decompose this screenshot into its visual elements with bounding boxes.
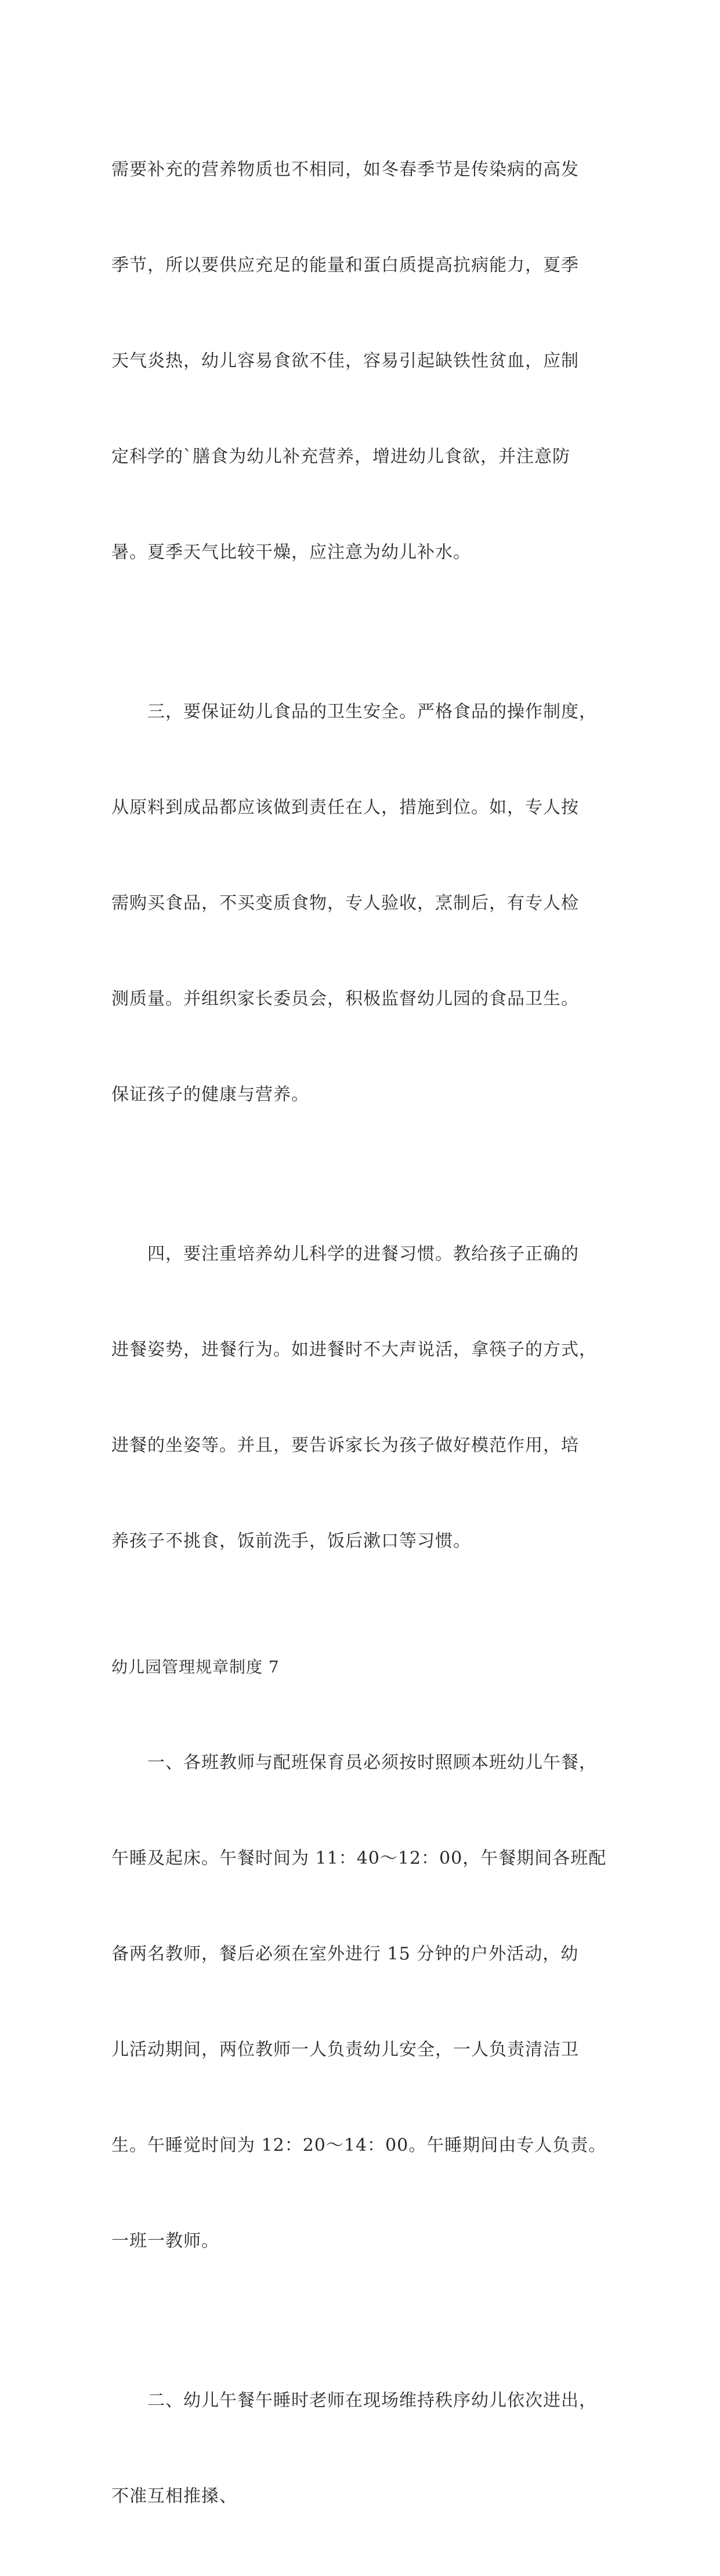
text-line: 进餐姿势，进餐行为。如进餐时不大声说活，拿筷子的方式， xyxy=(111,1340,597,1360)
text-line: 天气炎热，幼儿容易食欲不佳，容易引起缺铁性贫血，应制 xyxy=(111,351,579,371)
text-line: 定科学的`膳食为幼儿补充营养，增进幼儿食欲，并注意防 xyxy=(111,447,570,467)
paragraph xyxy=(111,1683,622,2321)
text-line: 二、幼儿午餐午睡时老师在现场维持秩序幼儿依次进出， xyxy=(147,2390,597,2411)
text-line: 生。午睡觉时间为 12：20～14：00。午睡期间由专人负责。 xyxy=(111,2135,607,2156)
paragraph xyxy=(111,1174,622,1621)
text-line: 暑。夏季天气比较干燥，应注意为幼儿补水。 xyxy=(111,542,471,563)
text-line: 保证孩子的健康与营养。 xyxy=(111,1084,309,1105)
text-line: 需购买食品，不买变质食物，专人验收，烹制后，有专人检 xyxy=(111,893,579,913)
text-line: 一班一教师。 xyxy=(111,2231,219,2251)
document-body xyxy=(111,90,622,2576)
text-line: 测质量。并组织家长委员会，积极监督幼儿园的食品卫生。 xyxy=(111,989,579,1009)
text-line: 养孩子不挑食，饭前洗手，饭后漱口等习惯。 xyxy=(111,1531,471,1551)
paragraph xyxy=(111,2321,622,2576)
text-line: 四，要注重培养幼儿科学的进餐习惯。教给孩子正确的 xyxy=(147,1244,579,1264)
text-line: 备两名教师，餐后必须在室外进行 15 分钟的户外活动，幼 xyxy=(111,1944,579,1964)
text-line: 午睡及起床。午餐时间为 11：40～12：00，午餐期间各班配 xyxy=(111,1848,607,1868)
paragraph xyxy=(111,90,622,632)
text-line: 三，要保证幼儿食品的卫生安全。严格食品的操作制度， xyxy=(147,702,597,722)
text-line: 一、各班教师与配班保育员必须按时照顾本班幼儿午餐， xyxy=(147,1753,597,1773)
text-line: 需要补充的营养物质也不相同，如冬春季节是传染病的高发 xyxy=(111,159,579,180)
section-title: 幼儿园管理规章制度 7 xyxy=(111,1657,280,1677)
text-line: 进餐的坐姿等。并且，要告诉家长为孩子做好模范作用，培 xyxy=(111,1435,579,1456)
text-line: 从原料到成品都应该做到责任在人，措施到位。如，专人按 xyxy=(111,797,579,818)
text-line: 不准互相推搡、 xyxy=(111,2486,237,2506)
text-line: 儿活动期间，两位教师一人负责幼儿安全，一人负责清洁卫 xyxy=(111,2040,579,2060)
paragraph xyxy=(111,632,622,1174)
text-line: 季节，所以要供应充足的能量和蛋白质提高抗病能力，夏季 xyxy=(111,255,579,275)
